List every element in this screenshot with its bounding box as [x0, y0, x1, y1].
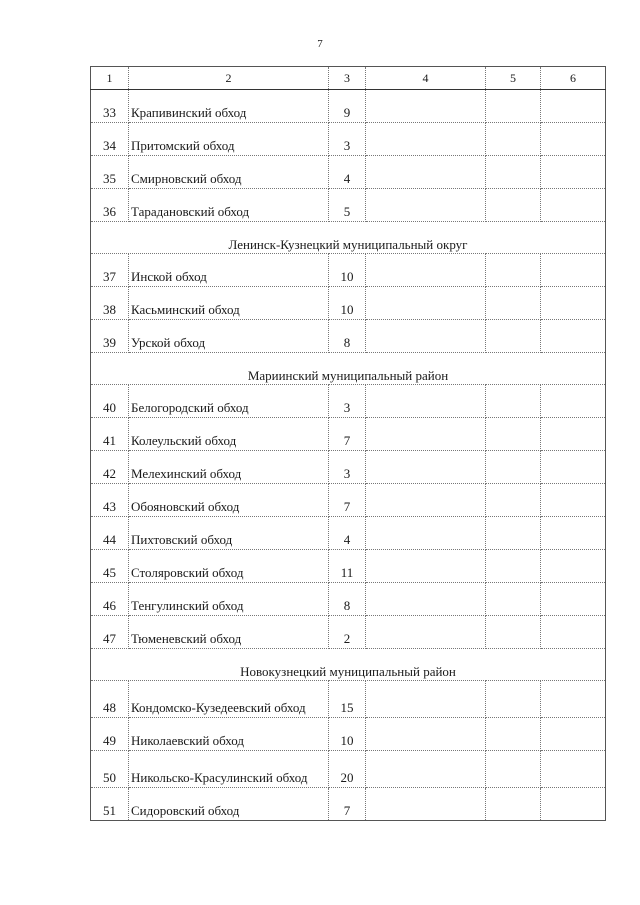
page-number: 7 — [317, 38, 323, 50]
empty-cell — [366, 616, 486, 649]
row-name: Инской обход — [129, 254, 329, 287]
empty-cell — [541, 90, 606, 123]
empty-cell — [486, 616, 541, 649]
empty-cell — [541, 320, 606, 353]
empty-cell — [541, 451, 606, 484]
empty-cell — [541, 254, 606, 287]
empty-cell — [486, 484, 541, 517]
empty-cell — [366, 418, 486, 451]
row-number: 46 — [91, 583, 129, 616]
column-header: 6 — [541, 67, 606, 90]
row-number: 34 — [91, 123, 129, 156]
empty-cell — [541, 123, 606, 156]
table-header-row — [91, 67, 606, 90]
empty-cell — [541, 718, 606, 751]
empty-cell — [486, 123, 541, 156]
empty-cell — [486, 517, 541, 550]
row-number: 44 — [91, 517, 129, 550]
empty-cell — [366, 287, 486, 320]
row-name: Притомский обход — [129, 123, 329, 156]
empty-cell — [541, 418, 606, 451]
table-row — [91, 156, 606, 189]
empty-cell — [366, 123, 486, 156]
table-row — [91, 583, 606, 616]
row-count: 3 — [329, 123, 366, 156]
row-number: 35 — [91, 156, 129, 189]
row-number: 49 — [91, 718, 129, 751]
row-count: 7 — [329, 788, 366, 821]
row-number: 43 — [91, 484, 129, 517]
row-number: 37 — [91, 254, 129, 287]
empty-cell — [541, 751, 606, 788]
row-number: 48 — [91, 681, 129, 718]
section-row — [91, 353, 606, 385]
table-row — [91, 418, 606, 451]
empty-cell — [366, 681, 486, 718]
row-number: 41 — [91, 418, 129, 451]
column-header: 3 — [329, 67, 366, 90]
table-row — [91, 123, 606, 156]
row-name: Смирновский обход — [129, 156, 329, 189]
row-name: Столяровский обход — [129, 550, 329, 583]
empty-cell — [366, 451, 486, 484]
row-number: 36 — [91, 189, 129, 222]
empty-cell — [541, 385, 606, 418]
row-name: Кондомско-Кузедеевский обход — [129, 681, 329, 718]
empty-cell — [486, 254, 541, 287]
table-row — [91, 484, 606, 517]
empty-cell — [366, 718, 486, 751]
empty-cell — [541, 517, 606, 550]
empty-cell — [541, 287, 606, 320]
empty-cell — [541, 616, 606, 649]
row-number: 42 — [91, 451, 129, 484]
row-name: Тюменевский обход — [129, 616, 329, 649]
column-header: 1 — [91, 67, 129, 90]
empty-cell — [366, 156, 486, 189]
table-row — [91, 287, 606, 320]
section-title: Мариинский муниципальный район — [91, 353, 606, 385]
row-name: Сидоровский обход — [129, 788, 329, 821]
empty-cell — [486, 583, 541, 616]
empty-cell — [366, 484, 486, 517]
table-row — [91, 718, 606, 751]
row-count: 2 — [329, 616, 366, 649]
empty-cell — [541, 189, 606, 222]
empty-cell — [486, 90, 541, 123]
empty-cell — [486, 751, 541, 788]
row-count: 10 — [329, 254, 366, 287]
column-header: 5 — [486, 67, 541, 90]
section-row — [91, 222, 606, 254]
empty-cell — [486, 156, 541, 189]
empty-cell — [486, 718, 541, 751]
row-count: 20 — [329, 751, 366, 788]
row-count: 10 — [329, 718, 366, 751]
row-count: 8 — [329, 320, 366, 353]
empty-cell — [366, 788, 486, 821]
row-name: Крапивинский обход — [129, 90, 329, 123]
empty-cell — [541, 681, 606, 718]
empty-cell — [486, 418, 541, 451]
row-count: 5 — [329, 189, 366, 222]
table-row — [91, 616, 606, 649]
row-name: Урской обход — [129, 320, 329, 353]
empty-cell — [541, 484, 606, 517]
row-number: 50 — [91, 751, 129, 788]
table-row — [91, 517, 606, 550]
row-count: 3 — [329, 385, 366, 418]
empty-cell — [366, 320, 486, 353]
empty-cell — [486, 189, 541, 222]
table-row — [91, 788, 606, 821]
row-count: 8 — [329, 583, 366, 616]
empty-cell — [486, 788, 541, 821]
column-header: 2 — [129, 67, 329, 90]
row-count: 15 — [329, 681, 366, 718]
row-name: Тенгулинский обход — [129, 583, 329, 616]
empty-cell — [366, 550, 486, 583]
row-count: 9 — [329, 90, 366, 123]
empty-cell — [541, 156, 606, 189]
document-table — [90, 66, 606, 821]
table-row — [91, 254, 606, 287]
empty-cell — [486, 451, 541, 484]
table-row — [91, 90, 606, 123]
empty-cell — [366, 517, 486, 550]
row-count: 7 — [329, 418, 366, 451]
table-row — [91, 385, 606, 418]
row-name: Обояновский обход — [129, 484, 329, 517]
table-row — [91, 681, 606, 718]
row-count: 7 — [329, 484, 366, 517]
row-count: 3 — [329, 451, 366, 484]
empty-cell — [541, 583, 606, 616]
table-row — [91, 451, 606, 484]
empty-cell — [366, 189, 486, 222]
section-row — [91, 649, 606, 681]
empty-cell — [366, 90, 486, 123]
row-number: 51 — [91, 788, 129, 821]
row-number: 45 — [91, 550, 129, 583]
row-count: 4 — [329, 517, 366, 550]
row-name: Колеульский обход — [129, 418, 329, 451]
empty-cell — [366, 751, 486, 788]
row-number: 47 — [91, 616, 129, 649]
empty-cell — [541, 788, 606, 821]
row-number: 38 — [91, 287, 129, 320]
row-number: 39 — [91, 320, 129, 353]
row-name: Пихтовский обход — [129, 517, 329, 550]
row-number: 40 — [91, 385, 129, 418]
empty-cell — [541, 550, 606, 583]
empty-cell — [486, 550, 541, 583]
row-count: 10 — [329, 287, 366, 320]
section-title: Новокузнецкий муниципальный район — [91, 649, 606, 681]
row-name: Касьминский обход — [129, 287, 329, 320]
row-name: Мелехинский обход — [129, 451, 329, 484]
row-number: 33 — [91, 90, 129, 123]
empty-cell — [366, 254, 486, 287]
table-row — [91, 189, 606, 222]
section-title: Ленинск-Кузнецкий муниципальный округ — [91, 222, 606, 254]
table-row — [91, 751, 606, 788]
empty-cell — [486, 287, 541, 320]
column-header: 4 — [366, 67, 486, 90]
empty-cell — [366, 385, 486, 418]
empty-cell — [366, 583, 486, 616]
row-name: Белогородский обход — [129, 385, 329, 418]
table-row — [91, 320, 606, 353]
row-name: Николаевский обход — [129, 718, 329, 751]
empty-cell — [486, 320, 541, 353]
row-name: Тарадановский обход — [129, 189, 329, 222]
table-row — [91, 550, 606, 583]
empty-cell — [486, 681, 541, 718]
row-count: 4 — [329, 156, 366, 189]
row-name: Никольско-Красулинский обход — [129, 751, 329, 788]
empty-cell — [486, 385, 541, 418]
row-count: 11 — [329, 550, 366, 583]
